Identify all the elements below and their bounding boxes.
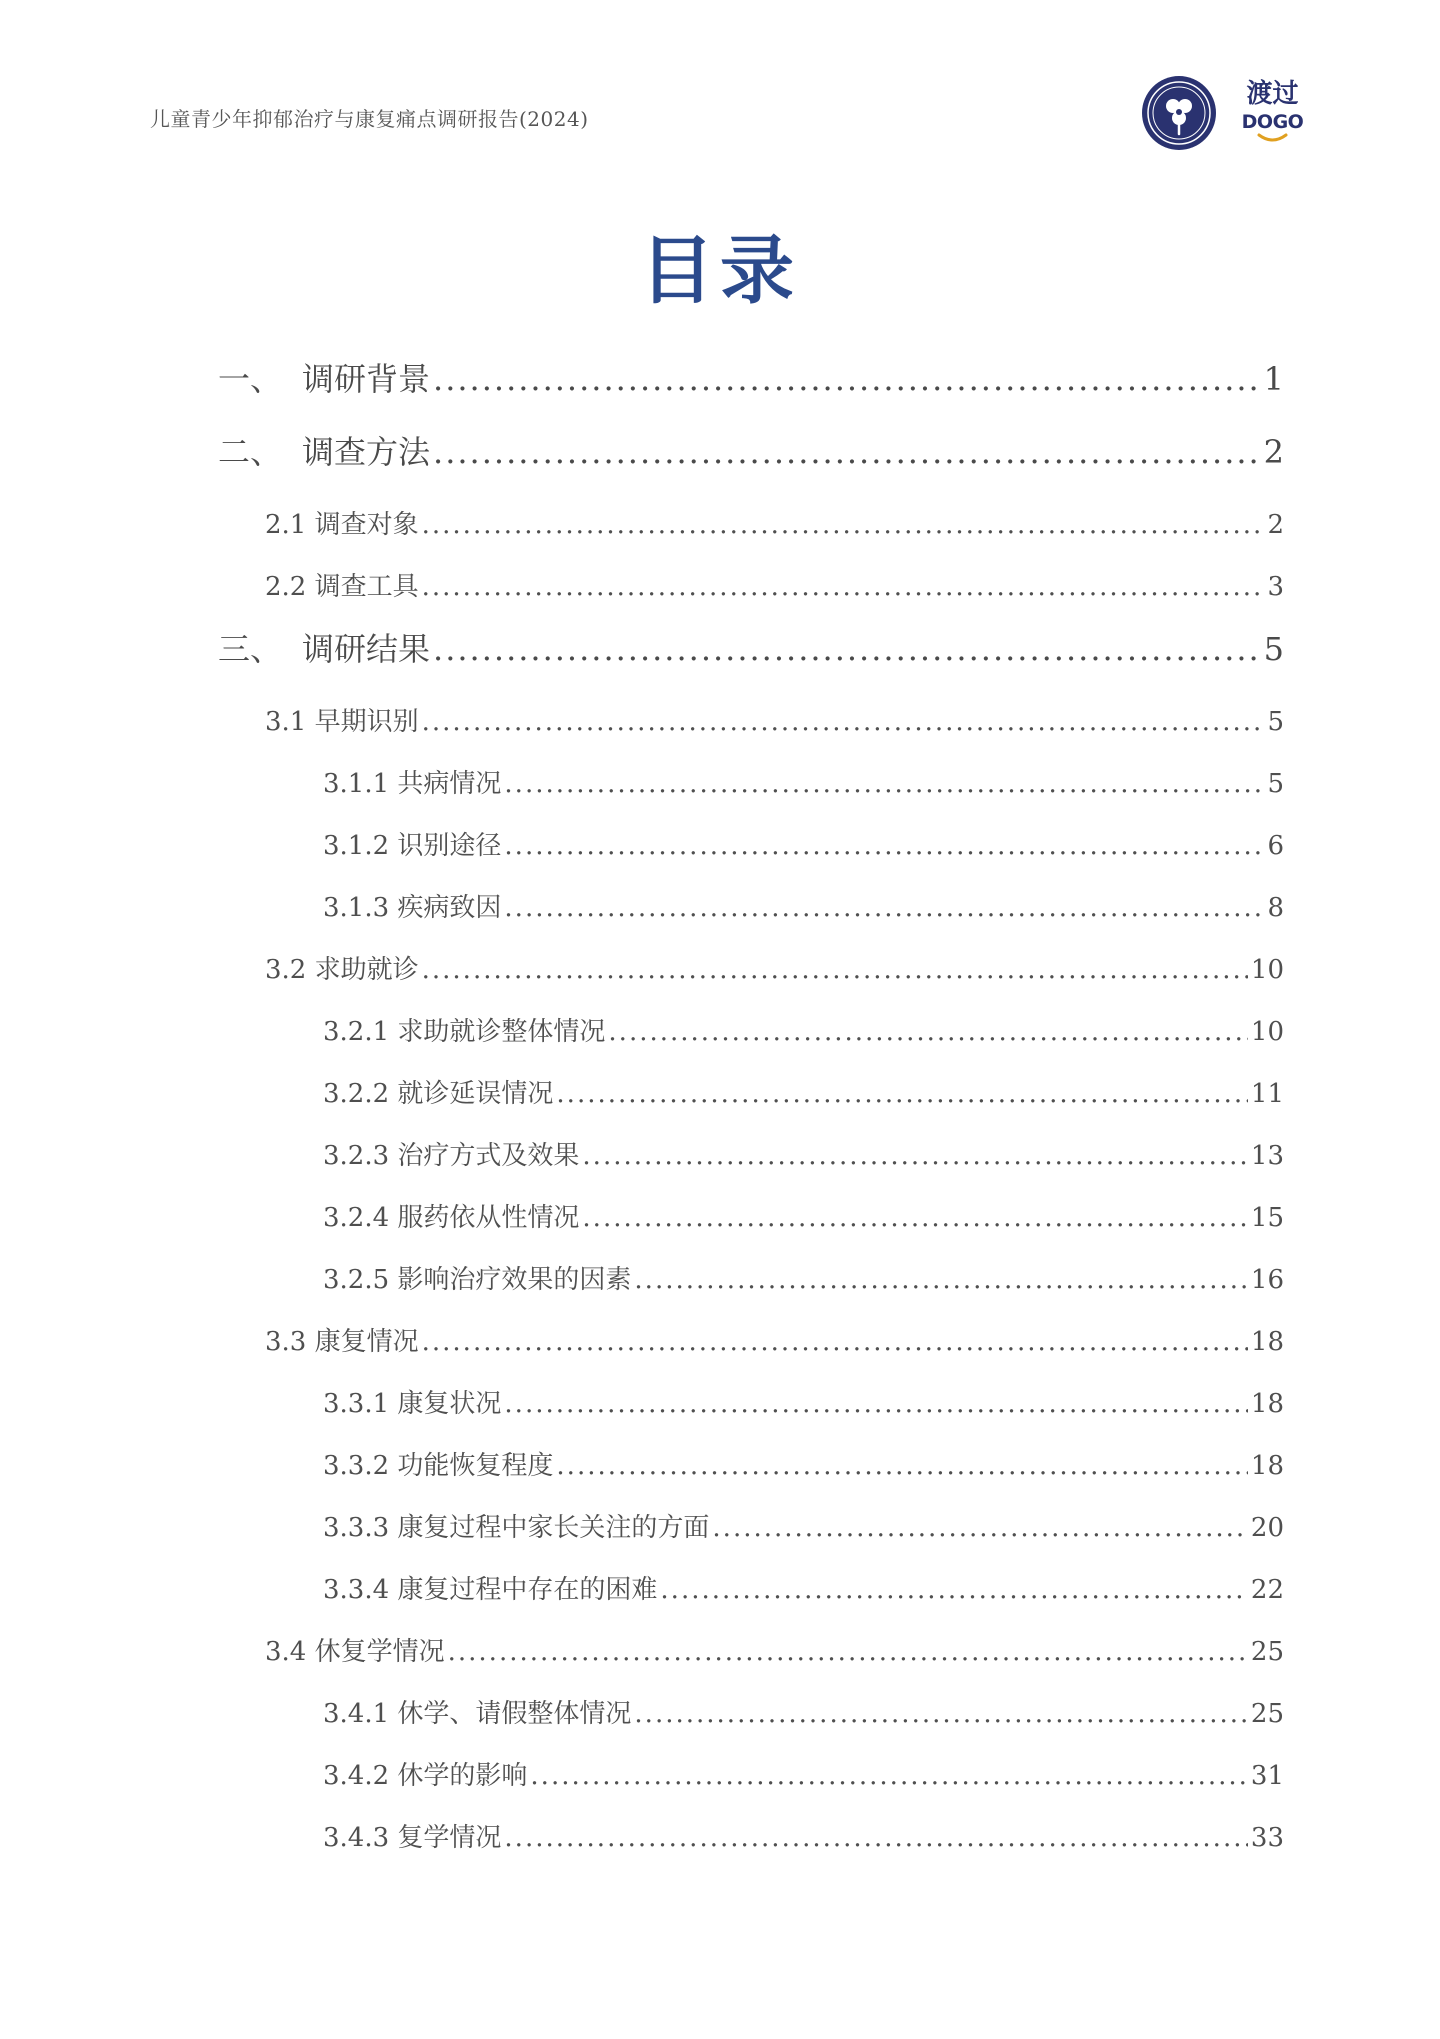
- dot-leader: [504, 893, 1264, 919]
- toc-entry-page: 11: [1250, 1079, 1284, 1109]
- toc-entry-page: 3: [1267, 572, 1284, 602]
- toc-entry-page: 25: [1250, 1637, 1284, 1667]
- header-logos: [1140, 70, 1310, 170]
- dot-leader: [504, 769, 1264, 795]
- toc-entry-3-3-4[interactable]: [323, 1569, 1284, 1606]
- toc-entry-label: 3.2.4 服药依从性情况: [323, 1203, 580, 1233]
- dot-leader: [556, 1079, 1247, 1105]
- toc-entry-label: 3.3.1 康复状况: [323, 1389, 502, 1419]
- dot-leader: [530, 1761, 1247, 1787]
- toc-entry-label: 调研背景: [302, 360, 431, 398]
- toc-entry-page: 20: [1250, 1513, 1284, 1543]
- dot-leader: [556, 1451, 1247, 1477]
- toc-entry-page: 10: [1250, 955, 1284, 985]
- dogo-smile-icon: [1235, 132, 1310, 146]
- dot-leader: [582, 1141, 1247, 1167]
- toc-entry-2-1[interactable]: [265, 504, 1284, 541]
- toc-entry-3-2-5[interactable]: [323, 1259, 1284, 1296]
- toc-entry-page: 5: [1267, 707, 1284, 737]
- toc-entry-page: 33: [1250, 1823, 1284, 1853]
- dot-leader: [582, 1203, 1247, 1229]
- toc-entry-page: 5: [1263, 630, 1284, 668]
- toc-entry-page: 18: [1250, 1451, 1284, 1481]
- dogo-logo-chinese: 渡过: [1246, 79, 1299, 109]
- toc-entry-label: 3.4.1 休学、请假整体情况: [323, 1699, 632, 1729]
- toc-entry-3-3[interactable]: [265, 1321, 1284, 1358]
- dot-leader: [504, 1823, 1247, 1849]
- toc-entry-page: 18: [1250, 1389, 1284, 1419]
- toc-entry-3-1-1[interactable]: [323, 763, 1284, 800]
- dot-leader: [422, 1327, 1248, 1353]
- toc-entry-label: 3.4.3 复学情况: [323, 1823, 502, 1853]
- toc-entry-3-4-2[interactable]: [323, 1755, 1284, 1792]
- toc-entry-page: 1: [1263, 360, 1284, 398]
- dot-leader: [504, 831, 1264, 857]
- toc-entry-page: 10: [1250, 1017, 1284, 1047]
- toc-entry-3-3-2[interactable]: [323, 1445, 1284, 1482]
- dot-leader: [422, 955, 1248, 981]
- toc-entry-page: 25: [1250, 1699, 1284, 1729]
- toc-entry-label: 3.2.2 就诊延误情况: [323, 1079, 554, 1109]
- dot-leader: [634, 1265, 1247, 1291]
- toc-entry-label: 3.2.5 影响治疗效果的因素: [323, 1265, 632, 1295]
- toc-entry-label: 3.1.2 识别途径: [323, 831, 502, 861]
- toc-entry-3-3-1[interactable]: [323, 1383, 1284, 1420]
- toc-entry-label: 调研结果: [302, 630, 431, 668]
- toc-entry-page: 6: [1267, 831, 1284, 861]
- toc-entry-label: 3.3.3 康复过程中家长关注的方面: [323, 1513, 710, 1543]
- toc-entry-page: 22: [1250, 1575, 1284, 1605]
- toc-entry-3-1[interactable]: [265, 701, 1284, 738]
- page-title: 目录: [640, 228, 800, 314]
- toc-entry-label: 3.1.1 共病情况: [323, 769, 502, 799]
- toc-entry-research-results[interactable]: [218, 624, 1284, 670]
- toc-entry-label: 3.3.4 康复过程中存在的困难: [323, 1575, 658, 1605]
- toc-entry-label: 3.1.3 疾病致因: [323, 893, 502, 923]
- toc-entry-3-3-3[interactable]: [323, 1507, 1284, 1544]
- dot-leader: [422, 707, 1265, 733]
- toc-entry-3-4-1[interactable]: [323, 1693, 1284, 1730]
- toc-entry-page: 8: [1267, 893, 1284, 923]
- toc-entry-label: 3.2.1 求助就诊整体情况: [323, 1017, 606, 1047]
- toc-entry-page: 2: [1267, 510, 1284, 540]
- dot-leader: [422, 572, 1265, 598]
- toc-entry-survey-method[interactable]: [218, 427, 1284, 473]
- toc-entry-label: 2.1 调查对象: [265, 510, 419, 540]
- toc-entry-3-2-3[interactable]: [323, 1135, 1284, 1172]
- toc-entry-page: 16: [1250, 1265, 1284, 1295]
- toc-entry-2-2[interactable]: [265, 566, 1284, 603]
- dogo-logo-english: DOGO: [1241, 111, 1304, 133]
- toc-entry-3-1-3[interactable]: [323, 887, 1284, 924]
- dot-leader: [608, 1017, 1247, 1043]
- toc-entry-label: 3.2 求助就诊: [265, 955, 419, 985]
- dot-leader: [712, 1513, 1247, 1539]
- toc-entry-label: 3.4.2 休学的影响: [323, 1761, 528, 1791]
- toc-entry-number: 二、: [218, 433, 283, 471]
- toc-entry-number: 三、: [218, 630, 283, 668]
- toc-entry-3-1-2[interactable]: [323, 825, 1284, 862]
- dot-leader: [433, 360, 1261, 392]
- toc-entry-label: 3.3 康复情况: [265, 1327, 419, 1357]
- toc-entry-number: 一、: [218, 360, 283, 398]
- dot-leader: [504, 1389, 1247, 1415]
- toc-entry-page: 31: [1250, 1761, 1284, 1791]
- dot-leader: [433, 630, 1261, 662]
- toc-entry-page: 5: [1267, 769, 1284, 799]
- toc-entry-label: 3.3.2 功能恢复程度: [323, 1451, 554, 1481]
- toc-entry-page: 18: [1250, 1327, 1284, 1357]
- toc-entry-label: 3.4 休复学情况: [265, 1637, 445, 1667]
- toc-entry-label: 3.2.3 治疗方式及效果: [323, 1141, 580, 1171]
- toc-entry-label: 2.2 调查工具: [265, 572, 419, 602]
- dot-leader: [660, 1575, 1247, 1601]
- toc-entry-3-2-2[interactable]: [323, 1073, 1284, 1110]
- toc-entry-3-2-1[interactable]: [323, 1011, 1284, 1048]
- toc-entry-3-4[interactable]: [265, 1631, 1284, 1668]
- organization-seal-logo: [1140, 74, 1218, 152]
- toc-entry-3-4-3[interactable]: [323, 1817, 1284, 1854]
- toc-entry-page: 13: [1250, 1141, 1284, 1171]
- dot-leader: [448, 1637, 1248, 1663]
- toc-entry-3-2-4[interactable]: [323, 1197, 1284, 1234]
- toc-entry-page: 2: [1263, 433, 1284, 471]
- dogo-logo: [1235, 70, 1310, 170]
- dot-leader: [634, 1699, 1247, 1725]
- toc-entry-label: 调查方法: [302, 433, 431, 471]
- report-header-title: 儿童青少年抑郁治疗与康复痛点调研报告(2024): [150, 107, 589, 131]
- toc-entry-page: 15: [1250, 1203, 1284, 1233]
- toc-entry-label: 3.1 早期识别: [265, 707, 419, 737]
- dot-leader: [422, 510, 1265, 536]
- toc-entry-3-2[interactable]: [265, 949, 1284, 986]
- dot-leader: [433, 433, 1261, 465]
- toc-entry-research-background[interactable]: [218, 354, 1284, 400]
